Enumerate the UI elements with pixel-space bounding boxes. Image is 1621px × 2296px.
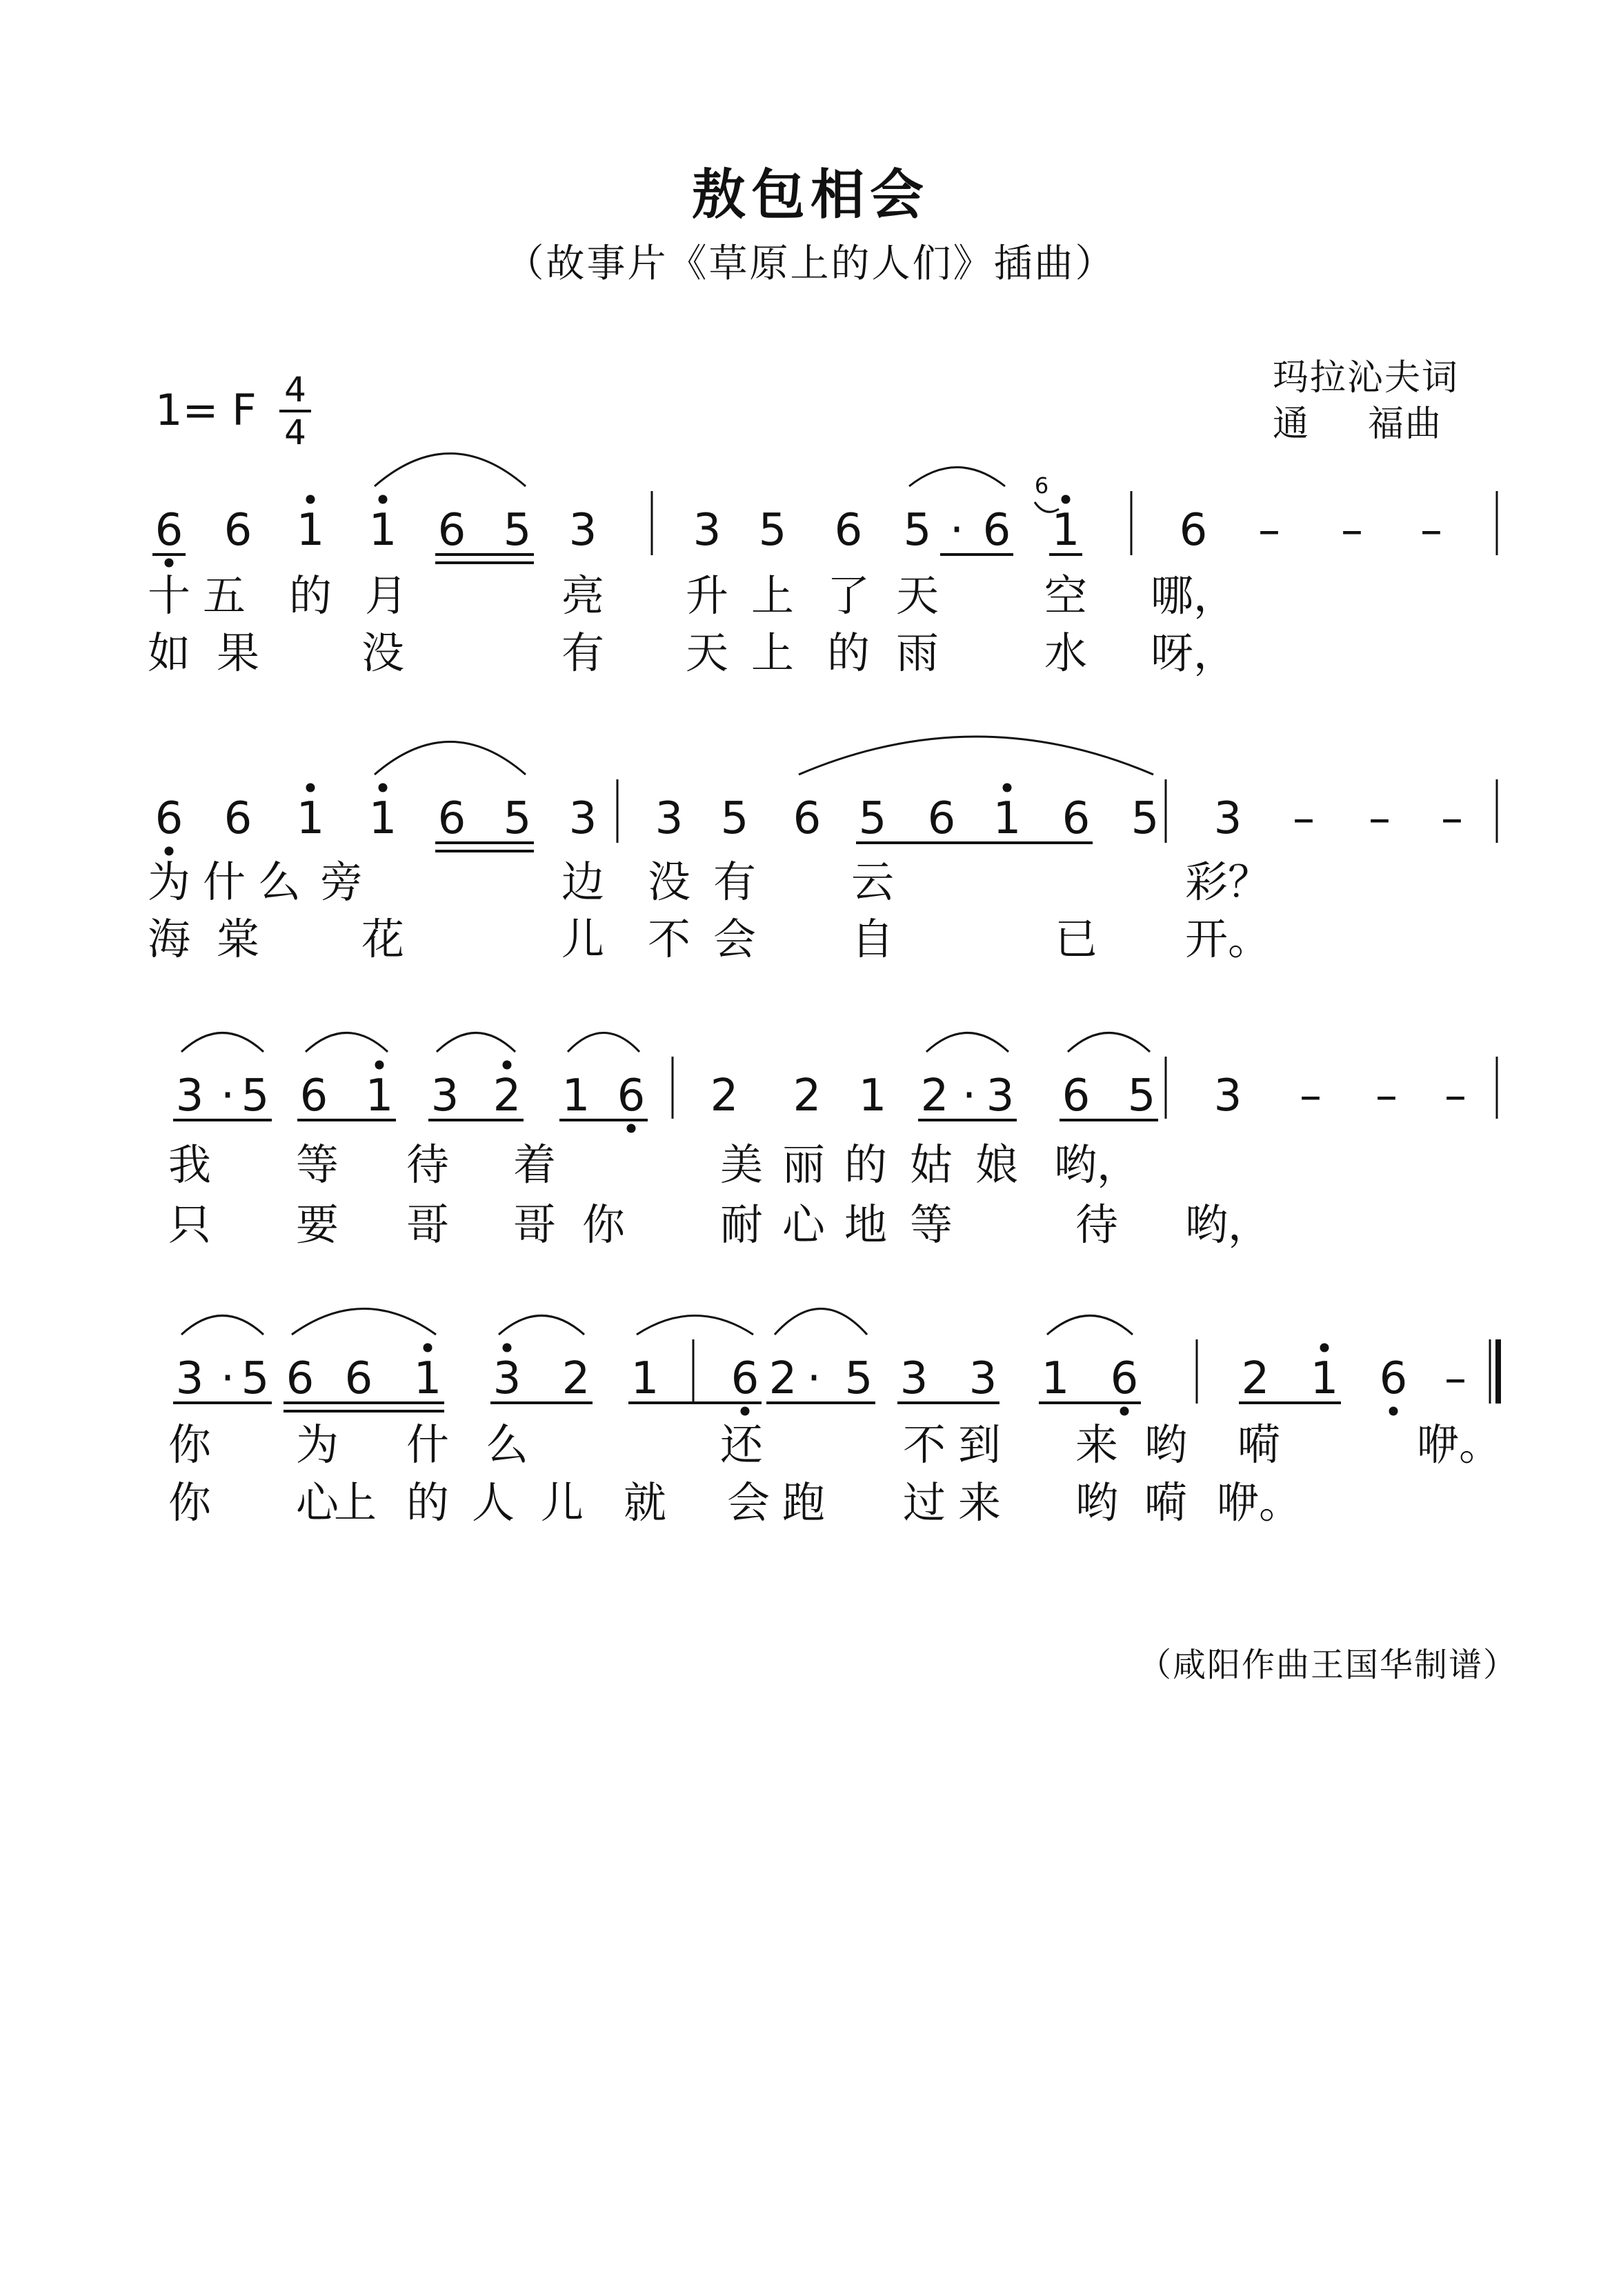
octave-dot (306, 495, 315, 504)
lyric-char-verse2: 没 (361, 628, 405, 678)
note-digit: 1 (1051, 505, 1080, 556)
composer-family-name: 福曲 (1368, 403, 1443, 445)
dash-note: – (1420, 505, 1442, 556)
note-digit: 2 (920, 1070, 949, 1121)
octave-dot (165, 559, 174, 568)
note-digit: 3 (175, 1070, 204, 1121)
lyric-char-verse1: 着 (513, 1139, 557, 1190)
lyric-char-verse1: 我 (168, 1139, 212, 1190)
lyric-char-verse1: 到 (957, 1419, 1002, 1470)
lyric-char-verse1: 你 (168, 1419, 212, 1470)
lyric-char-verse2: 儿 (561, 914, 605, 964)
note-digit: 6 (617, 1070, 646, 1121)
note-digit: 3 (968, 1353, 997, 1404)
dash-note: – (1369, 793, 1391, 844)
note-digit: · (220, 1353, 235, 1404)
lyric-char-verse2: 人 (471, 1477, 515, 1528)
lyric-char-verse2: 水 (1044, 628, 1088, 678)
lyric-char-verse2: 如 (147, 628, 191, 678)
note-digit: 6 (437, 793, 466, 844)
note-digit: 6 (1110, 1353, 1139, 1404)
note-digit: · (962, 1070, 977, 1121)
lyric-char-verse2: 你 (581, 1199, 626, 1250)
note-digit: 6 (437, 505, 466, 556)
dash-note: – (1375, 1070, 1398, 1121)
note-digit: 6 (834, 505, 863, 556)
note-digit: 6 (223, 793, 252, 844)
lyric-char-verse1: 升 (685, 570, 729, 621)
lyric-char-verse1: 云 (851, 857, 895, 907)
note-digit: 2 (768, 1353, 797, 1404)
octave-dot (375, 1061, 384, 1070)
note-digit: 1 (296, 793, 325, 844)
note-digit: 3 (693, 505, 722, 556)
lyric-char-verse1: 了 (826, 570, 871, 621)
octave-dot (741, 1407, 750, 1416)
lyric-char-verse1: 十 (147, 570, 191, 621)
note-digit: 6 (982, 505, 1011, 556)
lyric-char-verse2: 会 (726, 1477, 770, 1528)
dash-note: – (1293, 793, 1315, 844)
note-digit: 5 (503, 505, 532, 556)
lyric-char-verse2: 哥 (513, 1199, 557, 1250)
note-digit: 3 (1213, 1070, 1242, 1121)
note-digit: 5 (903, 505, 932, 556)
note-digit: 2 (710, 1070, 739, 1121)
slur-arc (637, 1316, 753, 1335)
lyric-char-verse1: 还 (719, 1419, 764, 1470)
note-digit: 1 (561, 1070, 590, 1121)
lyric-char-verse1: 的 (844, 1139, 888, 1190)
lyric-char-verse2: 天 (685, 628, 729, 678)
lyric-char-verse2: 来 (957, 1477, 1002, 1528)
dash-note: – (1441, 793, 1463, 844)
note-digit: 6 (286, 1353, 315, 1404)
note-digit: 3 (986, 1070, 1015, 1121)
note-digit: 6 (1062, 1070, 1091, 1121)
note-digit: 6 (155, 793, 183, 844)
lyric-char-verse2: 耐 (719, 1199, 764, 1250)
note-digit: 6 (730, 1353, 759, 1404)
lyric-char-verse2: 过 (902, 1477, 946, 1528)
slur-arc (181, 1033, 263, 1052)
lyric-char-verse2: 哥 (406, 1199, 450, 1250)
octave-dot (379, 495, 388, 504)
lyric-char-verse1: 旁 (319, 857, 364, 907)
note-digit: 6 (793, 793, 822, 844)
note-digit: 3 (568, 505, 597, 556)
note-digit: 1 (993, 793, 1022, 844)
lyric-char-verse2: 跑 (782, 1477, 826, 1528)
octave-dot (1120, 1407, 1129, 1416)
note-digit: 6 (1379, 1353, 1408, 1404)
note-digit: 2 (561, 1353, 590, 1404)
lyric-char-verse1: 美 (719, 1139, 764, 1190)
octave-dot (379, 783, 388, 792)
lyric-char-verse1: 丽 (782, 1139, 826, 1190)
lyric-char-verse2: 嗬 (1144, 1477, 1188, 1528)
lyric-char-verse1: 娘 (975, 1139, 1019, 1190)
slur-arc (909, 468, 1005, 487)
slur-arc (1068, 1033, 1150, 1052)
slur-arc (181, 1316, 263, 1335)
slur-arc (775, 1309, 867, 1335)
octave-dot (165, 847, 174, 856)
note-digit: 5 (241, 1353, 270, 1404)
lyric-char-verse1: 姑 (909, 1139, 953, 1190)
slur-arc (499, 1316, 584, 1335)
lyric-char-verse2: 自 (851, 914, 895, 964)
note-digit: 1 (368, 505, 397, 556)
lyric-char-verse2: 的 (826, 628, 871, 678)
note-digit: · (949, 505, 964, 556)
lyric-char-verse2: 待 (1075, 1199, 1119, 1250)
note-digit: 6 (927, 793, 956, 844)
lyric-char-verse1: 待 (406, 1139, 450, 1190)
dash-note: – (1444, 1070, 1466, 1121)
lyric-char-verse2: 只 (168, 1199, 212, 1250)
lyric-char-verse1: 边 (561, 857, 605, 907)
octave-dot (306, 783, 315, 792)
lyric-char-verse1: 哪， (1150, 570, 1237, 621)
octave-dot (503, 1344, 512, 1352)
lyric-char-verse1: 为 (295, 1419, 339, 1470)
lyric-char-verse1: 的 (288, 570, 332, 621)
slur-arc (1047, 1316, 1133, 1335)
lyric-char-verse1: 等 (295, 1139, 339, 1190)
dash-note: – (1300, 1070, 1322, 1121)
slur-arc (306, 1033, 388, 1052)
key-signature: 1= F (155, 385, 257, 435)
lyric-char-verse2: 你 (168, 1477, 212, 1528)
slur-arc (799, 737, 1153, 775)
octave-dot (1062, 495, 1071, 504)
lyric-char-verse1: 天 (895, 570, 939, 621)
lyric-char-verse1: 上 (750, 570, 795, 621)
time-signature-bottom: 4 (284, 412, 306, 452)
transcriber-credit: （咸阳作曲王国华制谱） (1137, 1646, 1518, 1684)
lyric-char-verse1: 么 (485, 1419, 529, 1470)
note-digit: 6 (155, 505, 183, 556)
lyric-char-verse1: 亮 (561, 570, 605, 621)
lyric-char-verse1: 月 (364, 570, 408, 621)
note-digit: 5 (241, 1070, 270, 1121)
lyric-char-verse2: 上 (750, 628, 795, 678)
note-digit: 1 (368, 793, 397, 844)
note-digit: 1 (365, 1070, 394, 1121)
note-digit: 2 (493, 1070, 521, 1121)
lyric-char-verse1: 彩？ (1184, 857, 1271, 907)
lyric-char-verse1: 为 (147, 857, 191, 907)
note-digit: 5 (720, 793, 749, 844)
lyric-char-verse1: 有 (713, 857, 757, 907)
octave-dot (627, 1124, 636, 1133)
lyric-char-verse2: 海 (147, 914, 191, 964)
lyric-char-verse1: 嗬 (1237, 1419, 1281, 1470)
slur-arc (568, 1033, 639, 1052)
note-digit: 6 (223, 505, 252, 556)
lyric-char-verse2: 儿 (540, 1477, 584, 1528)
note-digit: 1 (1041, 1353, 1070, 1404)
note-digit: 3 (1213, 793, 1242, 844)
octave-dot (1389, 1407, 1398, 1416)
lyric-char-verse1: 哟， (1053, 1139, 1140, 1190)
note-digit: 2 (793, 1070, 822, 1121)
note-digit: 1 (296, 505, 325, 556)
note-digit: 5 (758, 505, 787, 556)
lyric-char-verse2: 等 (909, 1199, 953, 1250)
lyricist-credit: 玛拉沁夫词 (1273, 357, 1460, 399)
note-digit: 3 (568, 793, 597, 844)
lyric-char-verse2: 就 (623, 1477, 667, 1528)
note-digit: 3 (655, 793, 684, 844)
dash-note: – (1341, 505, 1363, 556)
note-digit: 1 (630, 1353, 659, 1404)
note-digit: 6 (344, 1353, 373, 1404)
note-digit: 5 (1131, 793, 1160, 844)
note-digit: 5 (503, 793, 532, 844)
note-digit: · (806, 1353, 822, 1404)
lyric-char-verse1: 来 (1075, 1419, 1119, 1470)
slur-arc (375, 742, 526, 775)
slur-arc (437, 1033, 515, 1052)
lyric-char-verse2: 上 (333, 1477, 377, 1528)
octave-dot (424, 1344, 432, 1352)
lyric-char-verse1: 么 (257, 857, 301, 907)
lyric-char-verse2: 棠 (216, 914, 260, 964)
lyric-char-verse2: 地 (844, 1199, 888, 1250)
note-digit: 3 (175, 1353, 204, 1404)
note-digit: 6 (299, 1070, 328, 1121)
octave-dot (1320, 1344, 1329, 1352)
note-digit: 1 (413, 1353, 442, 1404)
lyric-char-verse2: 有 (561, 628, 605, 678)
lyric-char-verse2: 雨 (895, 628, 939, 678)
lyric-char-verse2: 呀， (1150, 628, 1237, 678)
lyric-char-verse2: 不 (647, 914, 691, 964)
song-title: 敖包相会 (691, 163, 929, 226)
note-digit: 1 (858, 1070, 887, 1121)
note-digit: 5 (1127, 1070, 1156, 1121)
dash-note: – (1258, 505, 1280, 556)
octave-dot (1003, 783, 1012, 792)
lyric-char-verse1: 不 (902, 1419, 946, 1470)
lyric-char-verse1: 什 (406, 1419, 450, 1470)
lyric-char-verse2: 哟 (1075, 1477, 1119, 1528)
lyric-char-verse2: 会 (713, 914, 757, 964)
note-digit: 5 (844, 1353, 873, 1404)
lyric-char-verse1: 哟 (1144, 1419, 1188, 1470)
note-digit: 3 (493, 1353, 521, 1404)
note-digit: 1 (1310, 1353, 1339, 1404)
lyric-char-verse1: 没 (647, 857, 691, 907)
lyric-char-verse1: 什 (202, 857, 246, 907)
composer-given-name: 通 (1273, 403, 1311, 445)
slur-arc (375, 454, 526, 487)
lyric-char-verse2: 花 (361, 914, 405, 964)
lyric-char-verse2: 哟， (1184, 1199, 1271, 1250)
lyric-char-verse1: 咿。 (1415, 1419, 1502, 1470)
lyric-char-verse2: 已 (1054, 914, 1098, 964)
song-subtitle: （故事片《草原上的人们》插曲） (505, 241, 1116, 286)
note-digit: 6 (1062, 793, 1091, 844)
lyric-char-verse1: 空 (1044, 570, 1088, 621)
octave-dot (503, 1061, 512, 1070)
lyric-char-verse1: 五 (202, 570, 246, 621)
lyric-char-verse2: 的 (406, 1477, 450, 1528)
note-digit: 3 (430, 1070, 459, 1121)
lyric-char-verse2: 心 (295, 1477, 339, 1528)
time-signature-top: 4 (284, 370, 306, 410)
note-digit: 6 (1179, 505, 1208, 556)
note-digit: 5 (858, 793, 887, 844)
dash-note: – (1444, 1353, 1466, 1404)
lyric-char-verse2: 开。 (1184, 914, 1271, 964)
note-digit: 3 (899, 1353, 928, 1404)
slur-arc (292, 1309, 436, 1335)
lyric-char-verse2: 果 (216, 628, 260, 678)
lyric-char-verse2: 要 (295, 1199, 339, 1250)
note-digit: · (220, 1070, 235, 1121)
lyric-char-verse2: 咿。 (1215, 1477, 1302, 1528)
score-layer (148, 454, 1502, 1528)
slur-arc (926, 1033, 1008, 1052)
grace-note: 6 (1034, 472, 1049, 499)
lyric-char-verse2: 心 (782, 1199, 826, 1250)
note-digit: 2 (1241, 1353, 1270, 1404)
